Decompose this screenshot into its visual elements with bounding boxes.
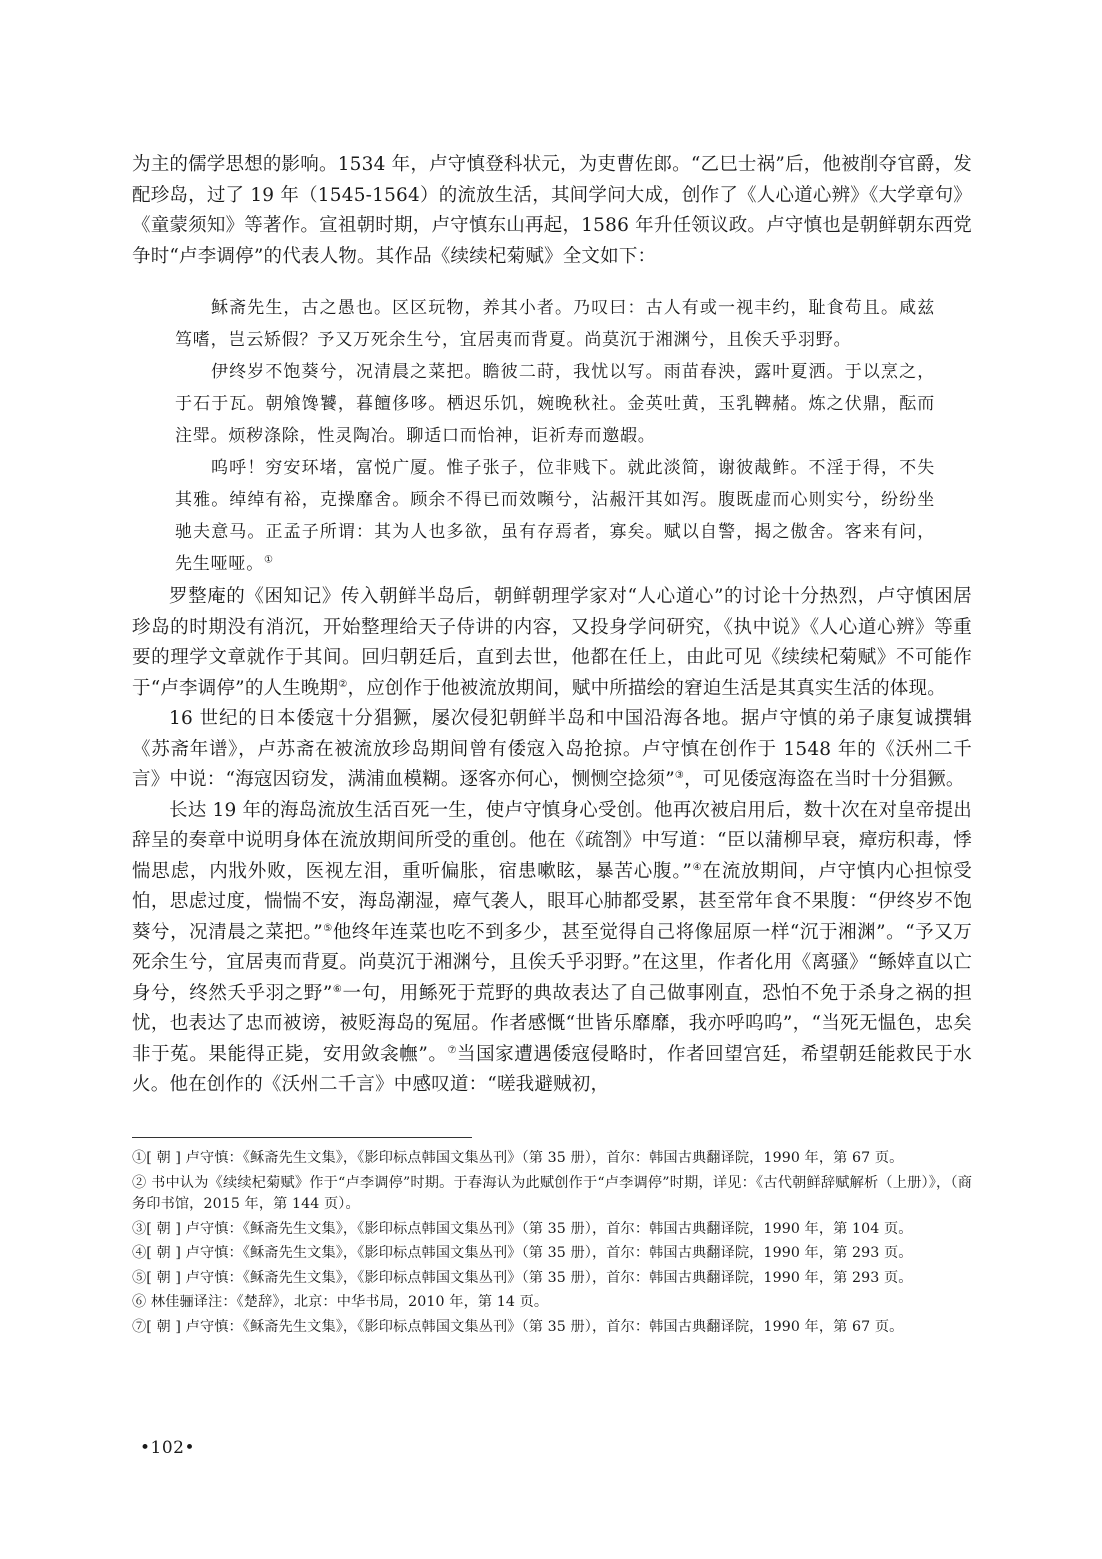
body-p2-text-a: 16 世纪的日本倭寇十分猖獗，屡次侵犯朝鲜半岛和中国沿海各地。据卢守慎的弟子康复诚撰辑《苏斋年谱》，卢苏斋在被流放珍岛期间曾有倭寇入岛抢掠。卢守慎在创作于 1548 年的《沃州二千言》中说：“海寇因窃发，满浦血模糊。逐客亦何心，恻恻空捻须” xyxy=(132,708,972,790)
body-paragraph-2 xyxy=(132,704,972,796)
footnote-ref-6[interactable]: ⑥ xyxy=(332,983,343,995)
quote-paragraph-3 xyxy=(175,452,935,580)
footnote-3: ③[ 朝 ] 卢守慎：《稣斋先生文集》，《影印标点韩国文集丛刊》（第 35 册），首尔：韩国古典翻译院，1990 年，第 104 页。 xyxy=(132,1220,913,1237)
footnote-ref-4[interactable]: ④ xyxy=(692,861,703,873)
quote-paragraph-1: 稣斋先生，古之愚也。区区玩物，养其小者。乃叹曰：古人有或一视丰约，耻食苟且。咸兹笃嗜，岂云矫假？予又万死余生兮，宜居夷而背夏。尚莫沉于湘渊兮，且俟夭乎羽野。 xyxy=(175,298,935,350)
footnote-ref-3[interactable]: ③ xyxy=(674,769,685,781)
body-p3-text-c: 他终年连菜也吃不到多少，甚至觉得自己将像屈原一样“沉于湘渊”。“予又万死余生兮，宜居夷而背夏。尚莫沉于湘渊兮，且俟夭乎羽野。”在这里，作者化用《离骚》“鲧婞直以亡身兮，终然夭乎羽之野” xyxy=(132,921,972,1004)
body-p2-text-b: ，可见倭寇海盗在当时十分猖獗。 xyxy=(684,769,965,790)
footnote-ref-7[interactable]: ⑦ xyxy=(447,1044,458,1056)
intro-text: 为主的儒学思想的影响。1534 年，卢守慎登科状元，为吏曹佐郎。“乙巳士祸”后，他被削夺官爵，发配珍岛，过了 19 年（1545-1564）的流放生活，其间学问大成，创作了《人心道心辨》《大学章句》《童蒙须知》等著作。宣祖朝时期，卢守慎东山再起，1586 年升任领议政。卢守慎也是朝鲜朝东西党争时“卢李调停”的代表人物。其作品《续续杞菊赋》全文如下： xyxy=(132,154,972,267)
footnote-6: ⑥ 林佳骊译注：《楚辞》，北京：中华书局，2010 年，第 14 页。 xyxy=(132,1294,549,1310)
footnote-4: ④[ 朝 ] 卢守慎：《稣斋先生文集》，《影印标点韩国文集丛刊》（第 35 册），首尔：韩国古典翻译院，1990 年，第 293 页。 xyxy=(132,1245,913,1261)
footnote-5: ⑤[ 朝 ] 卢守慎：《稣斋先生文集》，《影印标点韩国文集丛刊》（第 35 册），首尔：韩国古典翻译院，1990 年，第 293 页。 xyxy=(132,1269,913,1286)
footnote-2: ② 书中认为《续续杞菊赋》作于“卢李调停”时期。于春海认为此赋创作于“卢李调停”时期，详见：《古代朝鲜辞赋解析（上册）》，（商务印书馆，2015 年，第 144 页）。 xyxy=(132,1174,972,1212)
footnote-ref-5[interactable]: ⑤ xyxy=(322,922,333,934)
footnote-ref-1[interactable]: ① xyxy=(264,554,274,566)
body-p3-text-b: 在流放期间，卢守慎内心担惊受怕，思虑过度，惴惴不安，海岛潮湿，瘴气袭人，眼耳心肺都受累，甚至常年食不果腹：“伊终岁不饱葵兮，况清晨之菜把。” xyxy=(132,860,972,943)
body-p3-text-a: 长达 19 年的海岛流放生活百死一生，使卢守慎身心受创。他再次被启用后，数十次在对皇帝提出辞呈的奏章中说明身体在流放期间所受的重创。他在《疏劄》中写道：“臣以蒲柳早衰，瘴疠积毒，悸惴思虑，内戕外败，医视左泪，重听偏胀，宿患嗽眩，暴苦心腹。” xyxy=(132,799,972,882)
footnote-separator xyxy=(132,1137,472,1138)
quote-paragraph-3-text: 呜呼！穷安环堵，富悦广厦。惟子张子，位非贱下。就此淡简，谢彼胾鲊。不淫于得，不失其雅。绰绰有裕，克操靡舍。顾余不得已而效嚬兮，沾赧汗其如泻。腹既虚而心则实兮，纷纷坐驰夫意马。正孟子所谓：其为人也多欲，虽有存焉者，寡矣。赋以自警，揭之傲舍。客来有问，先生哑哑。 xyxy=(175,458,935,574)
body-paragraph-3 xyxy=(132,796,972,1101)
footnote-7: ⑦[ 朝 ] 卢守慎：《稣斋先生文集》，《影印标点韩国文集丛刊》（第 35 册），首尔：韩国古典翻译院，1990 年，第 67 页。 xyxy=(132,1318,904,1335)
fu-quotation xyxy=(175,292,935,580)
body-paragraphs xyxy=(132,582,972,1101)
body-p3-text-d: 一句，用鲧死于荒野的典故表达了自己做事刚直，恐怕不免于杀身之祸的担忧，也表达了忠而被谤，被贬海岛的冤屈。作者感慨“世皆乐靡靡，我亦呼呜呜”，“当死无愠色，忠矣非于菟。果能得正毙，安用敛衾幠”。 xyxy=(132,982,973,1065)
body-p1-text-a: 罗整庵的《困知记》传入朝鲜半岛后，朝鲜朝理学家对“人心道心”的讨论十分热烈，卢守慎困居珍岛的时期没有消沉，开始整理给天子侍讲的内容，又投身学问研究，《执中说》《人心道心辨》等重要的理学文章就作于其间。回归朝廷后，直到去世，他都在任上，由此可见《续续杞菊赋》不可能作于“卢李调停”的人生晚期 xyxy=(132,586,972,699)
body-paragraph-1 xyxy=(132,582,972,704)
intro-paragraph xyxy=(132,150,972,272)
page-number: •102• xyxy=(140,1438,196,1458)
footnotes xyxy=(132,1148,972,1341)
footnote-ref-2[interactable]: ② xyxy=(338,678,348,690)
body-p3-text-e: 当国家遭遇倭寇侵略时，作者回望宫廷，希望朝廷能救民于水火。他在创作的《沃州二千言》中感叹道：“嗟我避贼初， xyxy=(132,1043,973,1095)
footnote-1: ①[ 朝 ] 卢守慎：《稣斋先生文集》，《影印标点韩国文集丛刊》（第 35 册），首尔：韩国古典翻译院，1990 年，第 67 页。 xyxy=(132,1150,904,1166)
body-p1-text-b: ，应创作于他被流放期间，赋中所描绘的窘迫生活是其真实生活的体现。 xyxy=(347,677,946,699)
quote-paragraph-2: 伊终岁不饱葵兮，况清晨之菜把。瞻彼二莳，我忧以写。雨苗春泱，露叶夏洒。于以烹之，于石于瓦。朝飧馋饕，暮饘侈哆。栖迟乐饥，婉晚秋社。金英吐黄，玉乳鞞赭。炼之伏鼎，酝而注斝。烦秽涤除，性灵陶冶。聊适口而怡神，讵祈寿而邀嘏。 xyxy=(175,362,935,446)
